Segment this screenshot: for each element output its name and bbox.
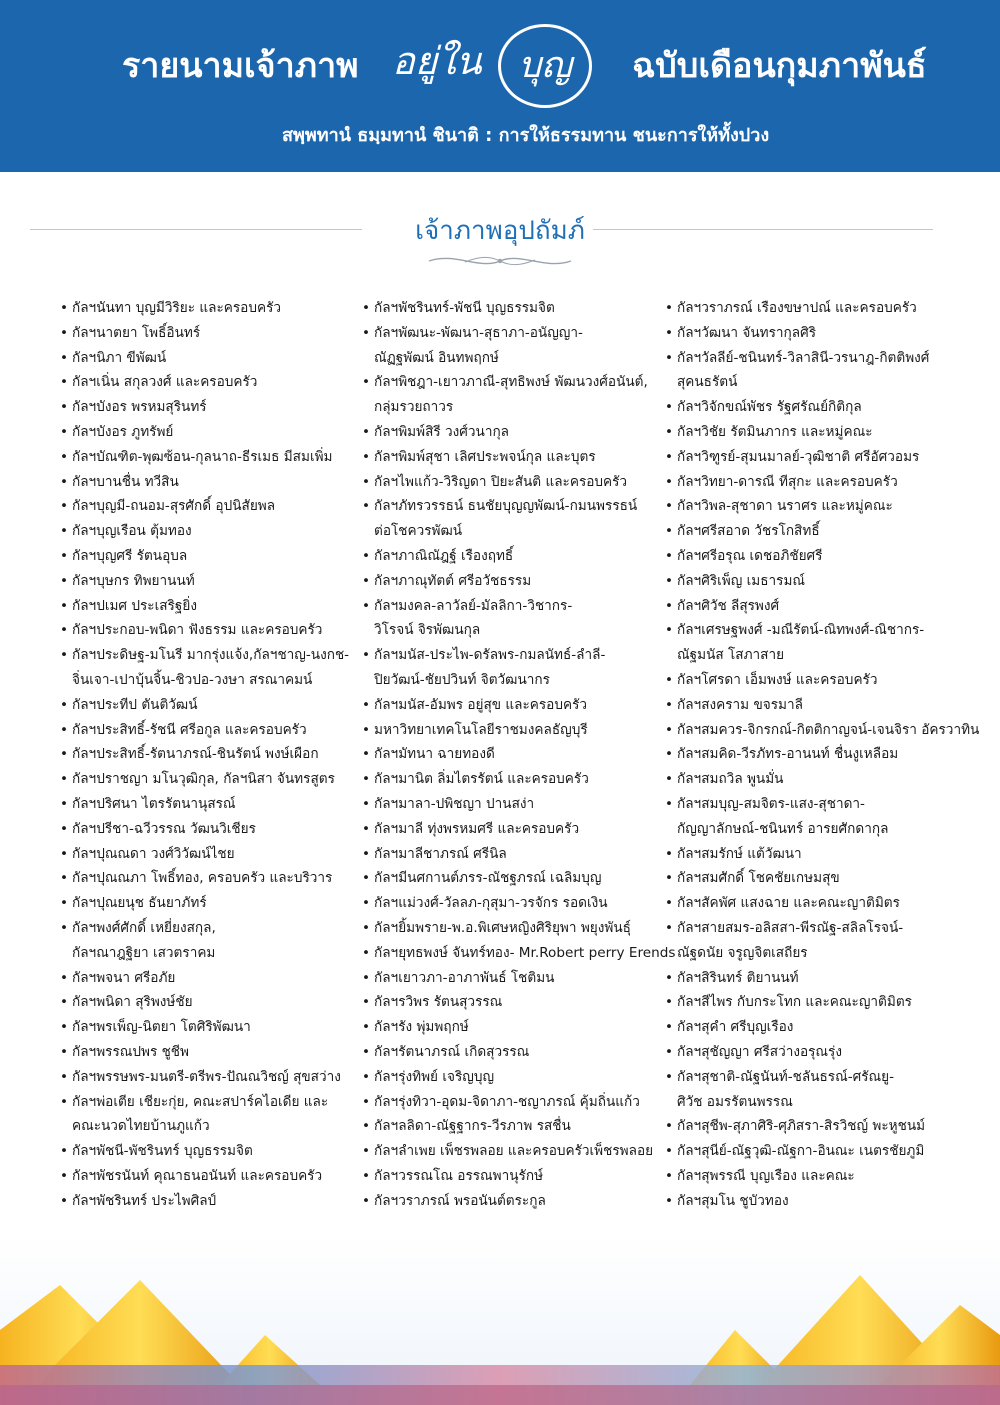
donor-name: กัลฯพ่อเตีย เชียะกุ่ย, คณะสปาร์คไอเดีย และ [72,1093,329,1110]
donor-name: กัลฯเนิ่น สกุลวงศ์ และครอบครัว [72,374,258,391]
donor-list-item [60,594,349,619]
donor-list-item [665,321,979,346]
donor-list-item [60,470,349,495]
donor-name-continued: ต่อโชควรพัฒน์ [374,523,463,540]
donor-name: กัลฯภาณุทัตต์ ศรีอวัชธรรม [374,572,532,589]
donor-list-item [60,792,349,817]
donor-list-item [362,718,675,743]
donor-name: กัลฯสมศักดิ์ โชคชัยเกษมสุข [677,870,840,887]
donor-name-continued: กลุ่มรวยถาวร [374,399,454,416]
donor-list-item [362,569,675,594]
donor-name-continued: กัลฯณาฎฐิยา เสวตราคม [72,944,216,961]
donor-name: กัลฯลลิดา-ณัฐฐากร-วีรภาพ รสชื่น [374,1118,571,1135]
donor-name-continued: สุคนธรัตน์ [677,374,738,391]
donor-list-item [362,1015,675,1040]
donor-list-item [362,1090,675,1115]
donor-list-item [362,370,675,420]
donor-name-continued: จิ่นเจา-เปาบุ้นจิ้น-ชิวปอ-วงษา สรณาคมน์ [72,671,313,688]
donor-list-item [362,445,675,470]
donor-list-item [60,866,349,891]
donor-name: กัลฯบานชื่น ทวีสิน [72,473,179,490]
donor-list-item [665,891,979,916]
donor-name: กัลฯประทีป ตันติวัฒน์ [72,696,198,713]
header-subtitle: สพฺพทานํ ธมฺมทานํ ชินาติ : การให้ธรรมทาน ชนะการให้ทั้งปวง [282,125,770,146]
donor-list-item [362,1065,675,1090]
donor-list-item [60,445,349,470]
donor-name: กัลฯนาตยา โพธิ์อินทร์ [72,324,201,341]
header-title-left: รายนามเจ้าภาพ [122,46,359,86]
donor-name: กัลฯพัชรินทร์ ประไพศิลป์ [72,1192,217,1209]
donor-list-item [362,1139,675,1164]
donor-list-item [665,346,979,396]
donor-name: กัลฯสมคิด-วีรภัทร-อานนท์ ชื่นงูเหลือม [677,746,899,763]
donor-name: กัลฯพิมพ์สิรี วงศ์วนากุล [374,423,510,440]
donor-list-item [362,817,675,842]
donor-name: กัลฯสมถวิล พูนมั่น [677,771,784,788]
donor-name: กัลฯวัฒนา จันทรากุลศิริ [677,324,816,341]
donor-name: กัลฯปเมศ ประเสริฐยิ่ง [72,597,197,614]
donor-list-item [60,1189,349,1214]
donor-name: กัลฯปุณณดา วงศ์วิวัฒน์ไชย [72,845,235,862]
donor-name: กัลฯสัคพัศ แสงฉาย และคณะญาติมิตร [677,895,900,912]
donor-name: กัลฯศรีสอาด วัชรโกสิทธิ์ [677,523,820,540]
donor-name: กัลฯสงคราม ขจรมาลี [677,696,803,713]
donor-list-item [60,1065,349,1090]
donor-list-item [362,990,675,1015]
logo-text-left: อยู่ใน [392,39,482,83]
donor-name-continued: คณะนวดไทยบ้านภูแก้ว [72,1118,210,1135]
donor-name: มหาวิทยาเทคโนโลยีราชมงคลธัญบุรี [374,721,588,738]
donor-list-item [665,569,979,594]
donor-name: กัลฯปรีชา-ฉวีวรรณ วัฒนวิเชียร [72,820,256,837]
donor-list-item [665,395,979,420]
donor-name: กัลฯประกอบ-พนิดา ฟังธรรม และครอบครัว [72,622,323,639]
donor-name: กัลฯพจนา ศรีอภัย [72,969,176,986]
donor-name: กัลฯวิชัย รัตมินภากร และหมู่คณะ [677,423,873,440]
donor-name: กัลฯภาณิณัฎฐ์ เรืองฤทธิ์ [374,547,514,564]
donor-list-item [665,1164,979,1189]
donor-list-item [60,420,349,445]
donor-list-item [362,891,675,916]
donor-name: กัลฯสุมโน ชูบัวทอง [677,1192,789,1209]
donor-name: กัลฯแม่วงศ์-วัลลภ-กุสุมา-วรจักร รอดเงิน [374,895,608,912]
donor-name: กัลฯเยาวภา-อาภาพันธ์ โชติมน [374,969,555,986]
donor-list-item [362,296,675,321]
donor-name: กัลฯมัทนา ฉายทองดี [374,746,495,763]
donor-name: กัลฯสุพรรณี บุญเรือง และคณะ [677,1167,855,1184]
donor-name: กัลฯรัตนาภรณ์ เกิดสุวรรณ [374,1043,530,1060]
donor-name: กัลฯพรรษพร-มนตรี-ตรีพร-ปัณณวิชญ์ สุขสว่าง [72,1068,341,1085]
donor-list-item [362,544,675,569]
donor-name-continued: วิโรจน์ จิรพัฒนกุล [374,622,481,639]
donor-list-item [60,891,349,916]
donor-list-item [665,420,979,445]
donor-name: กัลฯมาลีชาภรณ์ ศรีนิล [374,845,507,862]
donor-list-item [665,470,979,495]
donor-name: กัลฯวราภรณ์ เรืองขษาปณ์ และครอบครัว [677,300,917,316]
donor-list-item [665,767,979,792]
donor-name: กัลฯยุทธพงษ์ จันทร์ทอง- Mr.Robert perry Erends [374,944,676,961]
donor-list-item [362,494,675,544]
donor-name: กัลฯนันทา บุญมีวิริยะ และครอบครัว [72,300,281,316]
donor-name: กัลฯบุญมี-ถนอม-สุรศักดิ์ อุปนิสัยพล [72,498,276,515]
donor-list-item [362,470,675,495]
donor-name: กัลฯรุ่งทิพย์ เจริญบุญ [374,1068,495,1085]
donor-list-item [362,1040,675,1065]
donor-list-item [665,1114,979,1139]
donor-list-item [60,643,349,693]
donor-list-item [665,1040,979,1065]
donor-name: กัลฯสิรินทร์ ติยานนท์ [677,969,799,986]
donor-name: กัลฯสุชาติ-ณัฐนันท์-ชลันธรณ์-ศรัณยู- [677,1068,895,1085]
donor-list-item [362,767,675,792]
donor-list-item [665,1015,979,1040]
donor-list-item [60,321,349,346]
donor-list-item [60,817,349,842]
donor-list-item [665,1139,979,1164]
donor-column-2 [362,296,675,1213]
donor-name: กัลฯเศรษฐพงศ์ -มณีรัตน์-ณิทพงศ์-ณิชากร- [677,622,925,639]
donor-name: กัลฯวราภรณ์ พรอนันต์ตระกูล [374,1192,546,1209]
donor-name: กัลฯสายสมร-อลิสสา-พีรณัฐ-สลิลโรจน์- [677,919,904,936]
logo-circle-emblem [498,24,592,108]
donor-list-item [665,494,979,519]
donor-name: กัลฯพงศ์ศักดิ์ เหยี่ยงสกุล, [72,919,216,936]
donor-list-item [60,693,349,718]
donor-name: กัลฯบัณฑิต-พุฒซ้อน-กุลนาถ-ธีรเมธ มีสมเพิ่ม [72,448,333,465]
donor-name: กัลฯปุณณภา โพธิ์ทอง, ครอบครัว และบริวาร [72,870,333,887]
donor-name-continued: ปิยวัฒน์-ชัยปวินท์ จิตวัฒนากร [374,671,550,688]
donor-name: กัลฯวรรณโณ อรรณพานุรักษ์ [374,1167,544,1184]
header-title-right: ฉบับเดือนกุมภาพันธ์ [632,46,927,86]
donor-list-item [60,544,349,569]
donor-name: กัลฯพนิดา สุริพงษ์ชัย [72,994,193,1011]
donor-list-item [665,544,979,569]
donor-list-item [665,990,979,1015]
donor-name: กัลฯศิวัช ลีสุรพงศ์ [677,597,780,614]
donor-name: กัลฯพัชนี-พัชรินทร์ บุญธรรมจิต [72,1143,253,1160]
donor-list-item [362,594,675,644]
donor-list-item [60,618,349,643]
donor-name: กัลฯวัลลีย์-ชนินทร์-วิลาสินี-วรนาฎ-กิตติพงศ์ [677,349,930,366]
donor-name: กัลฯลำเพย เพ็ชรพลอย และครอบครัวเพ็ชรพลอย [374,1143,654,1160]
donor-list-item [60,842,349,867]
donor-name: กัลฯวิฑูรย์-สุมนมาลย์-วุฒิชาติ ศรีอัศวอมร [677,448,920,465]
donor-name-continued: ณัฐมนัส โสภาสาย [677,647,785,664]
donor-list-item [362,420,675,445]
donor-name: กัลฯไพแก้ว-วิริญดา ปิยะสันติ และครอบครัว [374,473,628,490]
donor-name: กัลฯมีนศกานต์ภรร-ณัชฐภรณ์ เฉลิมบุญ [374,870,602,887]
donor-list-item [60,990,349,1015]
donor-list-item [665,792,979,842]
donor-list-item [60,1090,349,1140]
donor-list-item [665,445,979,470]
donor-name: กัลฯวิพล-สุชาดา นราศร และหมู่คณะ [677,498,893,515]
donor-name: กัลฯพรเพ็ญ-นิตยา โตศิริพัฒนา [72,1019,251,1036]
donor-name: กัลฯประสิทธิ์-รัชนี ศรีอกูล และครอบครัว [72,721,307,738]
donor-name: กัลฯประดิษฐ-มโนรี มากรุ่งแจ้ง,กัลฯชาญ-นงกช- [72,647,350,664]
donor-list-item [665,594,979,619]
donor-list-item [665,718,979,743]
donor-name: กัลฯพัชรินทร์-พัชนี บุญธรรมจิต [374,300,555,316]
donor-name: กัลฯปริศนา ไตรรัตนานุสรณ์ [72,795,236,812]
donor-list-item [60,569,349,594]
donor-name: กัลฯสุคำ ศรีบุญเรือง [677,1019,794,1036]
donor-name: กัลฯปราชญา มโนวุฒิกุล, กัลฯนิสา จันทรสูตร [72,771,335,788]
donor-list-item [665,668,979,693]
donor-list-item [60,767,349,792]
donor-name: กัลฯพรรณปพร ชูชีพ [72,1043,189,1060]
donor-name: กัลฯนิภา ขีพัฒน์ [72,349,167,366]
donor-list-item [665,1065,979,1115]
donor-list-item [60,519,349,544]
donor-name: กัลฯบังอร พรหมสุรินทร์ [72,399,207,416]
donor-name: กัลฯพิมพ์สุชา เลิศประพจน์กุล และบุตร [374,448,596,465]
donor-list-item [362,866,675,891]
donor-name: กัลฯมาลี ทุ่งพรหมศรี และครอบครัว [374,820,580,837]
donor-list-item [362,1114,675,1139]
donor-name: กัลฯมาลา-ปพิชญา ปานสง่า [374,795,535,812]
donor-name: กัลฯสุชีพ-สุภาศิริ-ศุภิสรา-สิรวิชญ์ พะหูชนม์ [677,1118,926,1135]
donor-name-continued: ศิวัช อมรรัตนพรรณ [677,1093,793,1110]
donor-name: กัลฯวิทยา-ดารณี ทีสุกะ และครอบครัว [677,473,898,490]
donor-name: กัลฯพัชรนันท์ คุณาธนอนันท์ และครอบครัว [72,1167,323,1184]
donor-name: กัลฯบุษกร ทิพยานนท์ [72,572,195,589]
donor-name-continued: ณัฐดนัย จรูญจิตเสถียร [677,944,808,961]
donor-name: กัลฯสมควร-จิกรกณ์-กิตติกาญจน์-เจนจิรา อัครวาทิน [677,721,980,738]
donor-name: กัลฯพิชฎา-เยาวภาณี-สุทธิพงษ์ พัฒนวงศ์อนันต์, [374,374,648,391]
donor-name: กัลฯมนัส-ประไพ-ดรัลพร-กมลนัทธ์-ลำลี- [374,647,606,664]
donor-list-item [362,321,675,371]
donor-list-item [60,494,349,519]
donor-name: กัลฯประสิทธิ์-รัตนาภรณ์-ชินรัตน์ พงษ์เผือก [72,746,319,763]
donor-list-item [60,742,349,767]
donor-list-item [665,1189,979,1214]
donor-list-item [665,866,979,891]
donor-name-continued: กัญญาลักษณ์-ชนินทร์ อารยศักดากุล [677,820,889,837]
donor-list-item [665,693,979,718]
donor-name: กัลฯบุญศรี รัตนอุบล [72,547,188,564]
donor-name: กัลฯรุ่งทิวา-อุดม-จิดาภา-ชญาภรณ์ คุ้มถิ่นแก้ว [374,1093,640,1110]
donor-name: กัลฯรวิพร รัตนสุวรรณ [374,994,503,1011]
donor-list-item [60,916,349,966]
donor-name: กัลฯมงคล-ลาวัลย์-มัลลิกา-วิชากร- [374,597,573,614]
donor-list-item [665,296,979,321]
donor-name: กัลฯภัทรวรรธน์ ธนชัยบุญญพัฒน์-กมนพรรธน์ [374,498,638,515]
donor-name: กัลฯปุณยนุช ธันยาภัทร์ [72,895,207,912]
flourish-ornament-icon [425,250,575,272]
donor-name: กัลฯสุชัญญา ศรีสว่างอรุณรุ่ง [677,1043,842,1060]
donor-list-item [60,395,349,420]
donor-list-item [665,916,979,966]
donor-list-item [362,693,675,718]
section-title: เจ้าภาพอุปถัมภ์ [415,216,585,246]
donor-list-item [362,941,675,966]
donor-column-3 [665,296,979,1213]
donor-list-item [60,718,349,743]
donor-name: กัลฯวิจักขณ์พัชร รัฐศรัณย์กิติกุล [677,399,862,416]
donor-list-item [60,1139,349,1164]
donor-list-item [362,1164,675,1189]
donor-name: กัลฯบุญเรือน ตุ้มทอง [72,523,192,540]
donor-list-item [60,1040,349,1065]
donor-name: กัลฯสุนีย์-ณัฐวุฒิ-ณัฐกา-อินณะ เนตรชัยภูมิ [677,1143,925,1160]
donor-list-item [362,916,675,941]
donor-name: กัลฯสีไพร กับกระโทก และคณะญาติมิตร [677,994,912,1011]
donor-name: กัลฯมานิต ลิ่มไตรรัตน์ และครอบครัว [374,771,589,788]
donor-list-item [60,296,349,321]
logo-text-right: บุญ [518,45,572,86]
donor-name: กัลฯสมรักษ์ แต้วัฒนา [677,845,802,862]
footer-golden-pagodas-illustration [0,1235,1000,1405]
donor-name: กัลฯพัฒนะ-พัฒนา-สุธาภา-อนัญญา- [374,324,583,341]
donor-name: กัลฯโศรดา เอ็มพงษ์ และครอบครัว [677,671,878,688]
donor-list-item [665,742,979,767]
donor-list-item [665,966,979,991]
donor-list-item [362,742,675,767]
donor-name: กัลฯศิริเพ็ญ เมธารมณ์ [677,572,806,589]
header-banner [0,0,1000,172]
donor-name: กัลฯศรีอรุณ เดชอภิชัยศรี [677,547,823,564]
donor-name-continued: ณัฏฐพัฒน์ อินทพฤกษ์ [374,349,499,366]
donor-name: กัลฯรัง พุ่มพฤกษ์ [374,1019,469,1036]
donor-list-item [60,1015,349,1040]
donor-name: กัลฯมนัส-อัมพร อยู่สุข และครอบครัว [374,696,588,713]
donor-list-item [60,966,349,991]
donor-name: กัลฯบังอร ภูทรัพย์ [72,423,174,440]
donor-name: กัลฯยิ้มพราย-พ.อ.พิเศษหญิงศิริยุพา พยุงพันธุ์ [374,919,631,936]
donor-column-1 [60,296,349,1213]
donor-list-item [362,792,675,817]
donor-list-item [665,519,979,544]
donor-list-item [60,346,349,371]
donor-name: กัลฯสมบุญ-สมจิตร-แสง-สุชาดา- [677,795,865,812]
donor-list-item [665,842,979,867]
donor-list-item [362,966,675,991]
donor-list-item [60,1164,349,1189]
donor-list-item [362,1189,675,1214]
donor-list-item [362,643,675,693]
donor-list-item [362,842,675,867]
donor-list-item [665,618,979,668]
donor-list-item [60,370,349,395]
